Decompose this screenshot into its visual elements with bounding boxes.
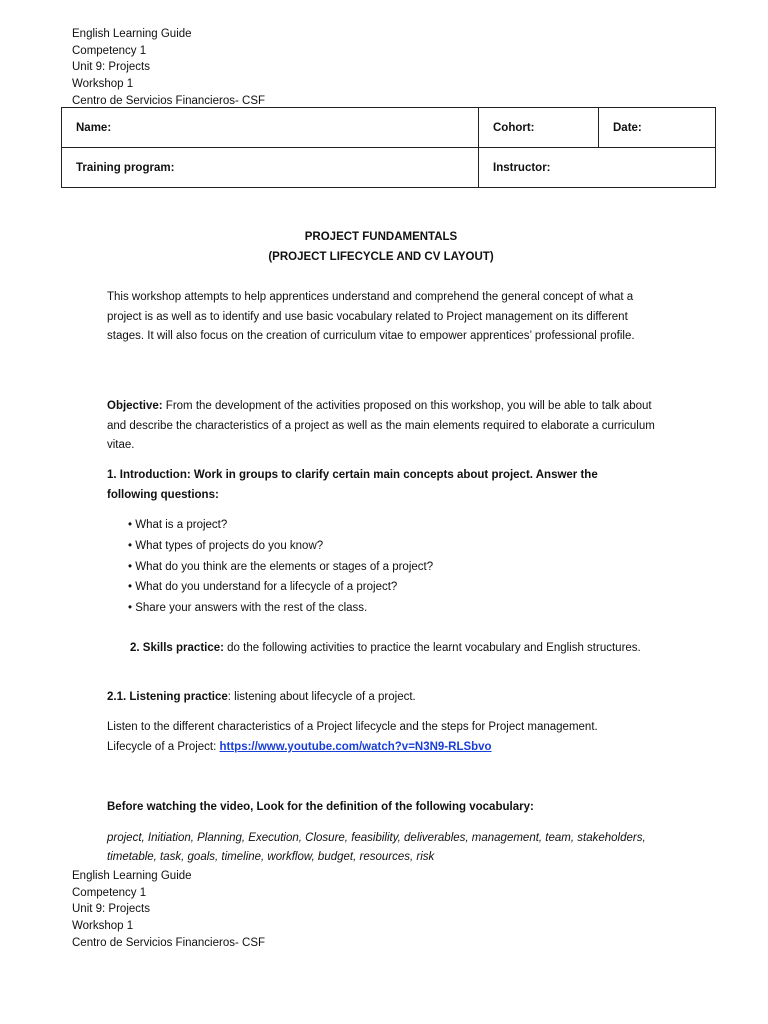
section-1-heading: 1. Introduction: Work in groups to clarify certain main concepts about project. Answer the following questions: — [107, 469, 598, 501]
section-2-label: 2. Skills practice: — [130, 642, 224, 654]
footer-center: Centro de Servicios Financieros- CSF — [72, 936, 266, 949]
lifecycle-link-line — [107, 738, 667, 758]
header-workshop: Workshop 1 — [72, 78, 134, 91]
list-item: • What is a project? — [128, 519, 228, 531]
cohort-cell[interactable] — [479, 108, 599, 148]
page-header — [72, 26, 265, 110]
question-list — [128, 515, 433, 619]
date-cell[interactable] — [599, 108, 716, 148]
listen-instruction: Listen to the different characteristics of a Project lifecycle and the steps for Project management. — [107, 721, 598, 733]
document-title — [0, 228, 762, 267]
section-2-paragraph — [130, 639, 652, 659]
header-guide-title: English Learning Guide — [72, 28, 192, 40]
intro-paragraph: This workshop attempts to help apprentices understand and comprehend the general concept of what a project is as well as to identify and use basic vocabulary related to Project management on its different stages. It will also focus on the creation of curriculum vitae to empower apprentices’ professional profile. — [107, 291, 635, 343]
section-2-1-paragraph — [107, 688, 667, 708]
name-cell[interactable] — [62, 108, 479, 148]
section-2-1-label: 2.1. Listening practice — [107, 691, 228, 703]
student-info-table — [61, 107, 716, 188]
lifecycle-link-prefix: Lifecycle of a Project: — [107, 740, 220, 753]
header-center: Centro de Servicios Financieros- CSF — [72, 94, 266, 107]
footer-workshop: Workshop 1 — [72, 920, 134, 933]
instructor-cell[interactable] — [479, 148, 716, 188]
title-line-1: PROJECT FUNDAMENTALS — [304, 231, 458, 243]
header-unit: Unit 9: Projects — [72, 61, 150, 74]
section-2-1-text: : listening about lifecycle of a project. — [227, 691, 416, 703]
list-item: • What do you think are the elements or stages of a project? — [128, 560, 434, 573]
vocabulary-list: project, Initiation, Planning, Execution, Closure, feasibility, deliverables, management, team, stakeholders, timetable, task, goals, timeline, workflow, budget, resources, risk — [107, 832, 646, 863]
footer-competency: Competency 1 — [72, 886, 147, 899]
youtube-video-link[interactable]: https://www.youtube.com/watch?v=N3N9-RLSbvo — [219, 740, 492, 753]
training-program-label: Training program: — [76, 161, 175, 174]
date-label: Date: — [613, 121, 642, 134]
title-line-2: (PROJECT LIFECYCLE AND CV LAYOUT) — [268, 250, 494, 263]
header-competency: Competency 1 — [72, 44, 147, 57]
vocabulary-heading: Before watching the video, Look for the definition of the following vocabulary: — [107, 801, 534, 813]
training-program-cell[interactable] — [62, 148, 479, 188]
list-item: • What do you understand for a lifecycle of a project? — [128, 581, 398, 594]
list-item: • Share your answers with the rest of the class. — [128, 602, 368, 615]
instructor-label: Instructor: — [493, 161, 551, 174]
name-label: Name: — [76, 121, 112, 134]
list-item: • What types of projects do you know? — [128, 539, 324, 552]
objective-paragraph — [107, 397, 667, 456]
objective-text: From the development of the activities proposed on this workshop, you will be able to talk about and describe the characteristics of a project as well as the main elements required to elaborate a curriculum vitae. — [107, 400, 655, 452]
objective-label: Objective: — [107, 400, 163, 412]
footer-unit: Unit 9: Projects — [72, 903, 150, 916]
section-2-text: do the following activities to practice the learnt vocabulary and English structures. — [223, 642, 641, 654]
footer-guide-title: English Learning Guide — [72, 870, 192, 882]
listen-paragraph — [107, 718, 667, 757]
page-footer — [72, 868, 265, 952]
cohort-label: Cohort: — [493, 121, 535, 134]
